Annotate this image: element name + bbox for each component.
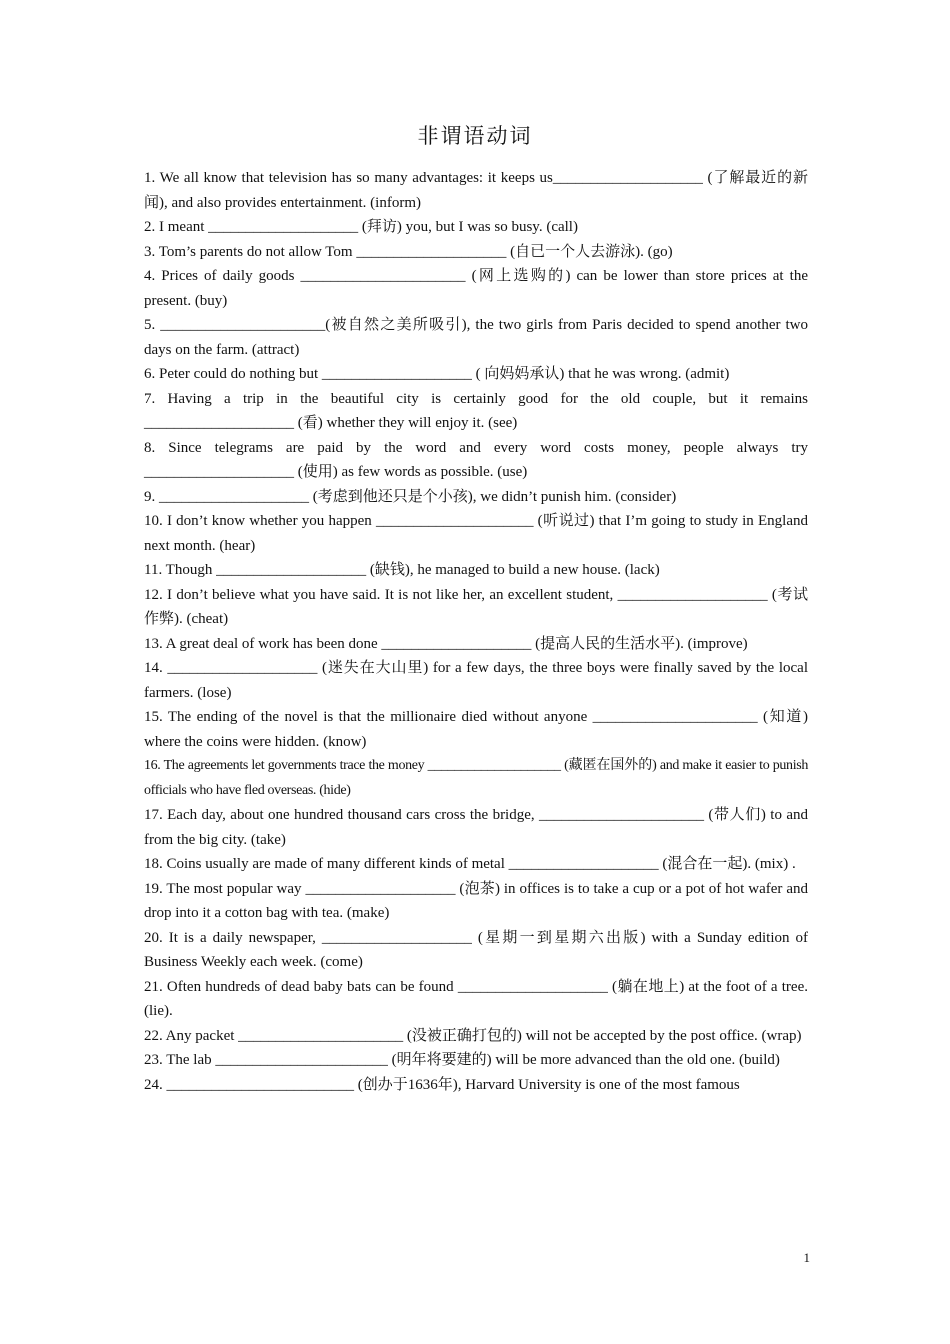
page-title: 非谓语动词: [417, 124, 533, 148]
exercise-item-10: 10. I don’t know whether you happen _____________________ (听说过) that I’m going to study in England next month. (hear): [144, 513, 808, 554]
exercise-item-5: 5. ______________________(被自然之美所吸引), the two girls from Paris decided to spend another two days on the farm. (attract): [144, 317, 808, 358]
exercise-item-7: 7. Having a trip in the beautiful city is certainly good for the old couple, but it remains ____________________ (看) whether they will enjoy it. (see): [144, 390, 808, 431]
exercise-item-6: 6. Peter could do nothing but ____________________ ( 向妈妈承认) that he was wrong. (admit): [144, 366, 730, 382]
exercise-item-24: 24. _________________________ (创办于1636年), Harvard University is one of the most famous: [144, 1076, 740, 1093]
exercise-item-8: 8. Since telegrams are paid by the word and every word costs money, people always try ____________________ (使用) as few words as possible. (use): [144, 439, 808, 480]
exercise-item-18: 18. Coins usually are made of many different kinds of metal ____________________ (混合在一起). (mix) .: [144, 856, 796, 872]
exercise-list: [144, 166, 808, 1097]
exercise-item-11: 11. Though ____________________ (缺钱), he managed to build a new house. (lack): [144, 562, 660, 578]
exercise-item-19: 19. The most popular way ____________________ (泡茶) in offices is to take a cup or a pot of hot wafer and drop into it a cotton bag with tea. (make): [144, 880, 808, 921]
exercise-item-2: 2. I meant ____________________ (拜访) you, but I was so busy. (call): [144, 219, 578, 235]
exercise-item-14: 14. ____________________ (迷失在大山里) for a few days, the three boys were finally saved by the local farmers. (lose): [144, 660, 808, 701]
exercise-item-22: 22. Any packet ______________________ (没被正确打包的) will not be accepted by the post office. (wrap): [144, 1027, 802, 1044]
exercise-item-9: 9. ____________________ (考虑到他还只是个小孩), we didn’t punish him. (consider): [144, 488, 677, 505]
exercise-item-4: 4. Prices of daily goods ______________________ (网上选购的) can be lower than store prices at the present. (buy): [144, 268, 808, 309]
exercise-item-17: 17. Each day, about one hundred thousand cars cross the bridge, ______________________ (带人们) to and from the big city. (take): [144, 807, 808, 848]
exercise-item-12: 12. I don’t believe what you have said. It is not like her, an excellent student, ____________________ (考试作弊). (cheat): [144, 586, 808, 627]
exercise-item-20: 20. It is a daily newspaper, ____________________ (星期一到星期六出版) with a Sunday edition of Business Weekly each week. (come): [144, 929, 808, 970]
exercise-item-21: 21. Often hundreds of dead baby bats can be found ____________________ (躺在地上) at the foot of a tree. (lie).: [144, 978, 808, 1019]
page-number: 1: [803, 1250, 810, 1265]
exercise-item-3: 3. Tom’s parents do not allow Tom ____________________ (自已一个人去游泳). (go): [144, 243, 673, 260]
exercise-item-16: 16. The agreements let governments trace the money ____________________ (藏匿在国外的) and make it easier to punish officials who have fled overseas. (hide): [144, 758, 808, 798]
exercise-item-13: 13. A great deal of work has been done ____________________ (提高人民的生活水平). (improve): [144, 635, 748, 652]
exercise-item-23: 23. The lab _______________________ (明年将要建的) will be more advanced than the old one. (build): [144, 1052, 780, 1068]
exercise-item-15: 15. The ending of the novel is that the millionaire died without anyone ______________________ (知道) where the coins were hidden. (know): [144, 709, 808, 750]
exercise-item-1: 1. We all know that television has so many advantages: it keeps us____________________ (了解最近的新闻), and also provides entertainment. (inform): [144, 170, 808, 211]
